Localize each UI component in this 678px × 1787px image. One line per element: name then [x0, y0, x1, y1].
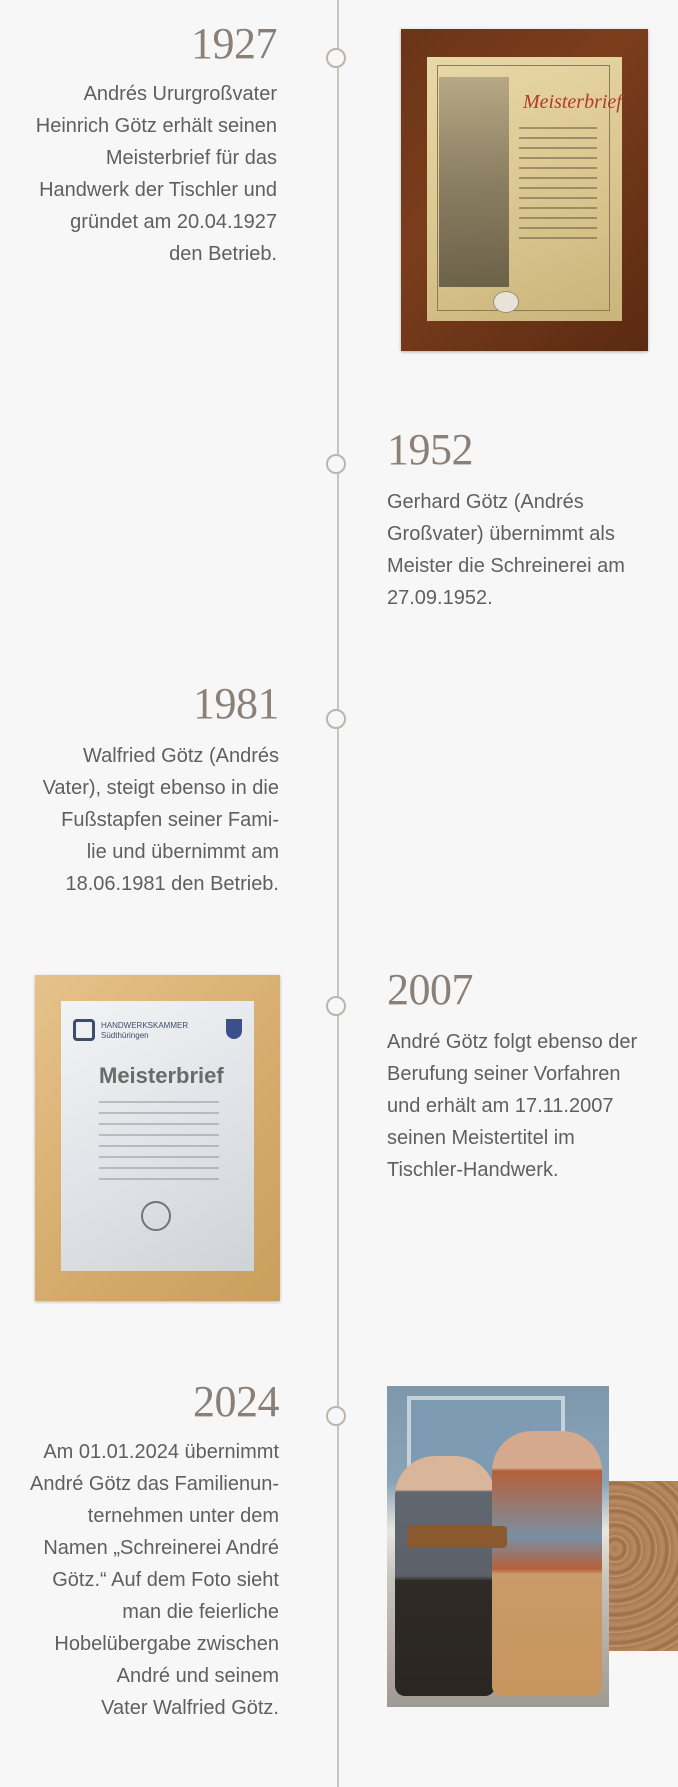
certificate-heading: Meisterbrief: [99, 1063, 224, 1088]
certificate-title-part: Meister: [523, 91, 585, 113]
description-line: Vater Walfried Götz.: [101, 1697, 279, 1719]
timeline-marker-2007: [326, 996, 346, 1016]
description-line: Namen „Schreinerei André: [43, 1537, 279, 1559]
hwk-label: [101, 1021, 188, 1041]
certificate-paper: [427, 57, 622, 321]
year-1981: 1981: [193, 679, 279, 728]
certificate-title: [523, 91, 622, 114]
description-line: lie und übernimmt am: [86, 841, 279, 863]
timeline-marker-1952: [326, 454, 346, 474]
photo-hand-plane: [407, 1526, 507, 1548]
certificate-paper: [61, 1001, 254, 1271]
description-1927: [0, 78, 277, 270]
timeline-marker-1927: [326, 48, 346, 68]
photo-person-walfried: [395, 1456, 495, 1696]
description-line: Handwerk der Tischler und: [39, 179, 277, 201]
certificate-text-lines: [519, 127, 597, 247]
meisterbrief-2007-image: [35, 975, 280, 1301]
description-line: Am 01.01.2024 übernimmt: [43, 1441, 279, 1463]
description-line: Großvater) übernimmt als: [387, 523, 615, 545]
description-2024: [0, 1436, 279, 1724]
description-line: Walfried Götz (Andrés: [83, 745, 279, 767]
coat-of-arms-icon: [226, 1019, 242, 1039]
description-1952: [387, 486, 678, 614]
description-line: André und seinem: [116, 1665, 279, 1687]
description-line: man die feierliche: [122, 1601, 279, 1623]
description-line: Andrés Ururgroßvater: [83, 83, 277, 105]
description-line: Gerhard Götz (Andrés: [387, 491, 584, 513]
description-line: Fußstapfen seiner Fami-: [61, 809, 279, 831]
description-line: seinen Meistertitel im: [387, 1127, 575, 1149]
description-line: Berufung seiner Vorfahren: [387, 1063, 621, 1085]
certificate-illustration: [439, 77, 509, 287]
description-line: und erhält am 17.11.2007: [387, 1095, 614, 1117]
description-line: Götz.“ Auf dem Foto sieht: [52, 1569, 279, 1591]
hwk-line: HANDWERKSKAMMER: [101, 1021, 189, 1030]
certificate-seal: [493, 291, 519, 313]
description-line: Meister die Schreinerei am: [387, 555, 625, 577]
description-1981: [0, 740, 279, 900]
timeline-marker-2024: [326, 1406, 346, 1426]
description-line: André Götz das Familienun-: [29, 1473, 279, 1495]
year-2007: 2007: [387, 965, 473, 1014]
certificate-text-lines: [99, 1101, 219, 1189]
description-2007: [387, 1026, 678, 1186]
description-line: Meisterbrief für das: [105, 147, 277, 169]
description-line: 18.06.1981 den Betrieb.: [65, 873, 279, 895]
description-line: Hobelübergabe zwischen: [54, 1633, 279, 1655]
description-line: André Götz folgt ebenso der: [387, 1031, 638, 1053]
timeline-line: [337, 0, 339, 1787]
hwk-logo-icon: [73, 1019, 95, 1041]
hwk-line: Südthüringen: [101, 1031, 149, 1040]
description-line: ternehmen unter dem: [87, 1505, 279, 1527]
year-1927: 1927: [191, 19, 277, 68]
timeline-marker-1981: [326, 709, 346, 729]
description-line: Heinrich Götz erhält seinen: [35, 115, 277, 137]
year-1952: 1952: [387, 425, 473, 474]
certificate-title-part: brief: [584, 91, 622, 113]
description-line: Vater), steigt ebenso in die: [42, 777, 279, 799]
description-line: 27.09.1952.: [387, 587, 493, 609]
description-line: den Betrieb.: [169, 243, 277, 265]
photo-person-andre: [492, 1431, 602, 1696]
hobeluebergabe-photo: [387, 1386, 609, 1707]
description-line: gründet am 20.04.1927: [70, 211, 277, 233]
wood-texture-image: [608, 1481, 678, 1651]
meisterbrief-1927-image: [401, 29, 648, 351]
description-line: Tischler-Handwerk.: [387, 1159, 559, 1181]
year-2024: 2024: [193, 1377, 279, 1426]
certificate-seal: [141, 1201, 171, 1231]
